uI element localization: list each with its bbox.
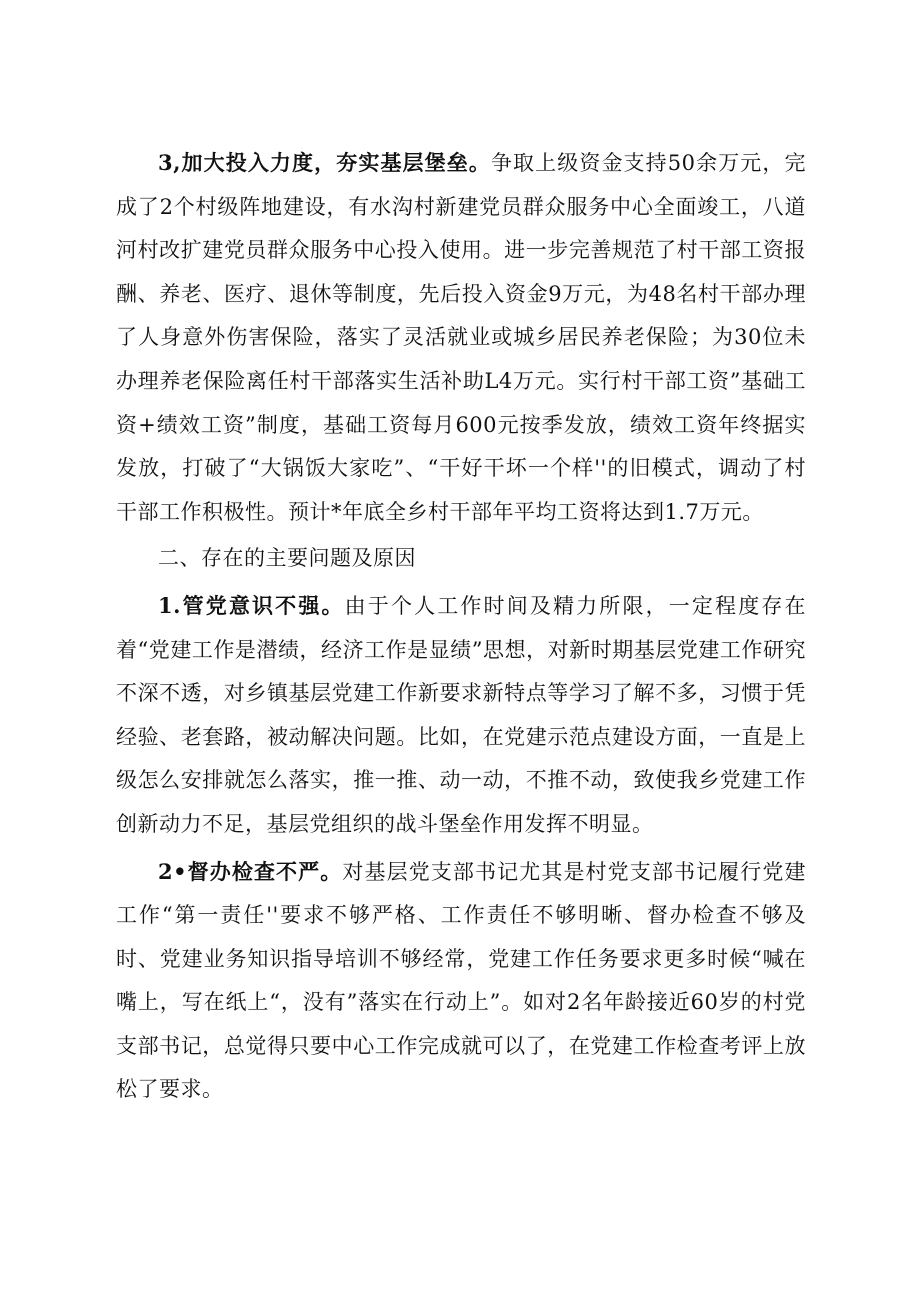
paragraph-lead-title: 2•督办检查不严。 xyxy=(158,858,343,884)
paragraph-funding xyxy=(116,141,806,534)
paragraph-supervision xyxy=(116,850,806,1113)
paragraph-lead-title: 3,加大投入力度，夯实基层堡垒。 xyxy=(158,150,491,175)
paragraph-text: 由于个人工作时间及精力所限，一定程度存在着“党建工作是潜绩，经济工作是显绩”思想，对新时期基层党建工作研究不深不透，对乡镇基层党建工作新要求新特点等学习了解不多，习惯于凭经验、老套路，被动解决问题。比如，在党建示范点建设方面，一直是上级怎么安排就怎么落实，推一推、动一动，不推不动，致使我乡党建工作创新动力不足，基层党组织的战斗堡垒作用发挥不明显。 xyxy=(116,593,806,836)
paragraph-text: 对基层党支部书记尤其是村党支部书记履行党建工作“第一责任''要求不够严格、工作责任不够明晰、督办检查不够及时、党建业务知识指导培训不够经常，党建工作任务要求更多时候“喊在嘴上，写在纸上“，没有”落实在行动上”。如对2名年龄接近60岁的村党支部书记，总觉得只要中心工作完成就可以了，在党建工作检查考评上放松了要求。 xyxy=(116,859,806,1102)
document-body xyxy=(116,141,806,1115)
section-heading: 二、存在的主要问题及原因 xyxy=(158,546,416,571)
paragraph-lead-title: 1.管党意识不强。 xyxy=(158,592,345,618)
paragraph-party-awareness xyxy=(116,584,806,847)
paragraph-text: 争取上级资金支持50余万元，完成了2个村级阵地建设，有水沟村新建党员群众服务中心全面竣工，八道河村改扩建党员群众服务中心投入使用。进一步完善规范了村干部工资报酬、养老、医疗、退休等制度，先后投入资金9万元，为48名村干部办理了人身意外伤害保险，落实了灵活就业或城乡居民养老保险；为30位未办理养老保险离任村干部落实生活补助L4万元。实行村干部工资”基础工资+绩效工资”制度，基础工资每月600元按季发放，绩效工资年终据实发放，打破了“大锅饭大家吃”、“干好干坏一个样''的旧模式，调动了村干部工作积极性。预计*年底全乡村干部年平均工资将达到1.7万元。 xyxy=(116,151,806,524)
